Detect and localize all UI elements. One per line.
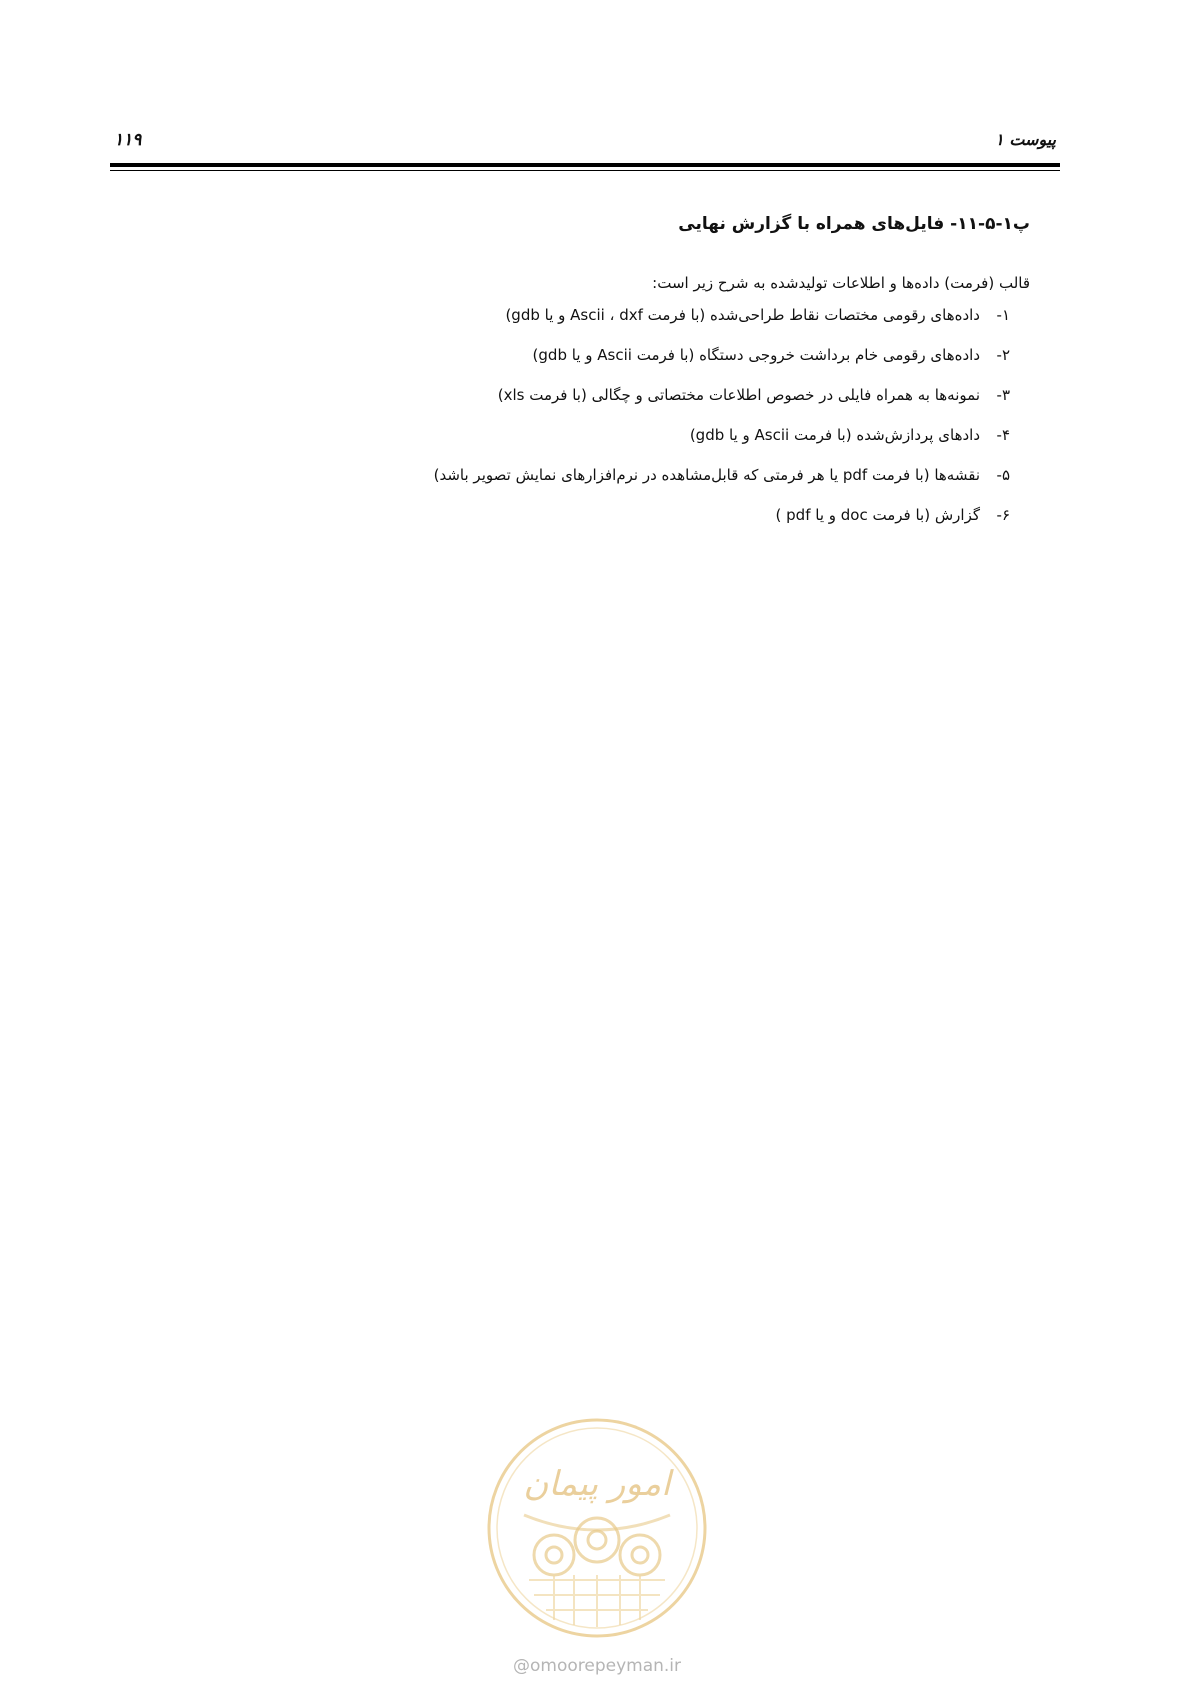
list-item	[250, 424, 1010, 447]
appendix-label: پیوست ۱	[995, 130, 1056, 149]
watermark-seal-icon	[484, 1415, 710, 1641]
page-number: ۱۱۹	[114, 130, 142, 150]
list-item-text: داده‌های رقومی خام برداشت خروجی دستگاه (با فرمت Ascii و یا gdb)	[532, 346, 980, 364]
section-intro: قالب (فرمت) داده‌ها و اطلاعات تولیدشده به شرح زیر است:	[652, 274, 1030, 292]
list-item-text: گزارش (با فرمت doc و یا pdf )	[775, 506, 980, 524]
list-item	[250, 344, 1010, 367]
list-item-text: دادهای پردازش‌شده (با فرمت Ascii و یا gdb)	[689, 426, 980, 444]
list-item-text: نقشه‌ها (با فرمت pdf یا هر فرمتی که قابل‌مشاهده در نرم‌افزارهای نمایش تصویر باشد)	[433, 466, 980, 484]
file-list	[250, 304, 1030, 527]
page-header	[110, 130, 1060, 156]
section-content	[250, 214, 1030, 544]
list-item-number: ۵-	[996, 466, 1010, 484]
header-rule-thick	[110, 163, 1060, 167]
list-item	[250, 384, 1010, 407]
list-item	[250, 464, 1010, 487]
list-item-number: ۴-	[996, 426, 1010, 444]
list-item-number: ۳-	[996, 386, 1010, 404]
watermark-logo-text: امور پیمان	[523, 1464, 671, 1504]
list-item-number: ۱-	[996, 306, 1010, 324]
list-item	[250, 504, 1010, 527]
list-item-text: داده‌های رقومی مختصات نقاط طراحی‌شده (با فرمت Ascii ، dxf و یا gdb)	[505, 306, 980, 324]
watermark-website: @omoorepeyman.ir	[512, 1656, 682, 1676]
list-item	[250, 304, 1010, 327]
section-title: پ۱-۵-۱۱- فایل‌های همراه با گزارش نهایی	[678, 214, 1030, 234]
header-rule-thin	[110, 170, 1060, 171]
list-item-text: نمونه‌ها به همراه فایلی در خصوص اطلاعات مختصاتی و چگالی (با فرمت xls)	[497, 386, 980, 404]
list-item-number: ۶-	[996, 506, 1010, 524]
list-item-number: ۲-	[996, 346, 1010, 364]
